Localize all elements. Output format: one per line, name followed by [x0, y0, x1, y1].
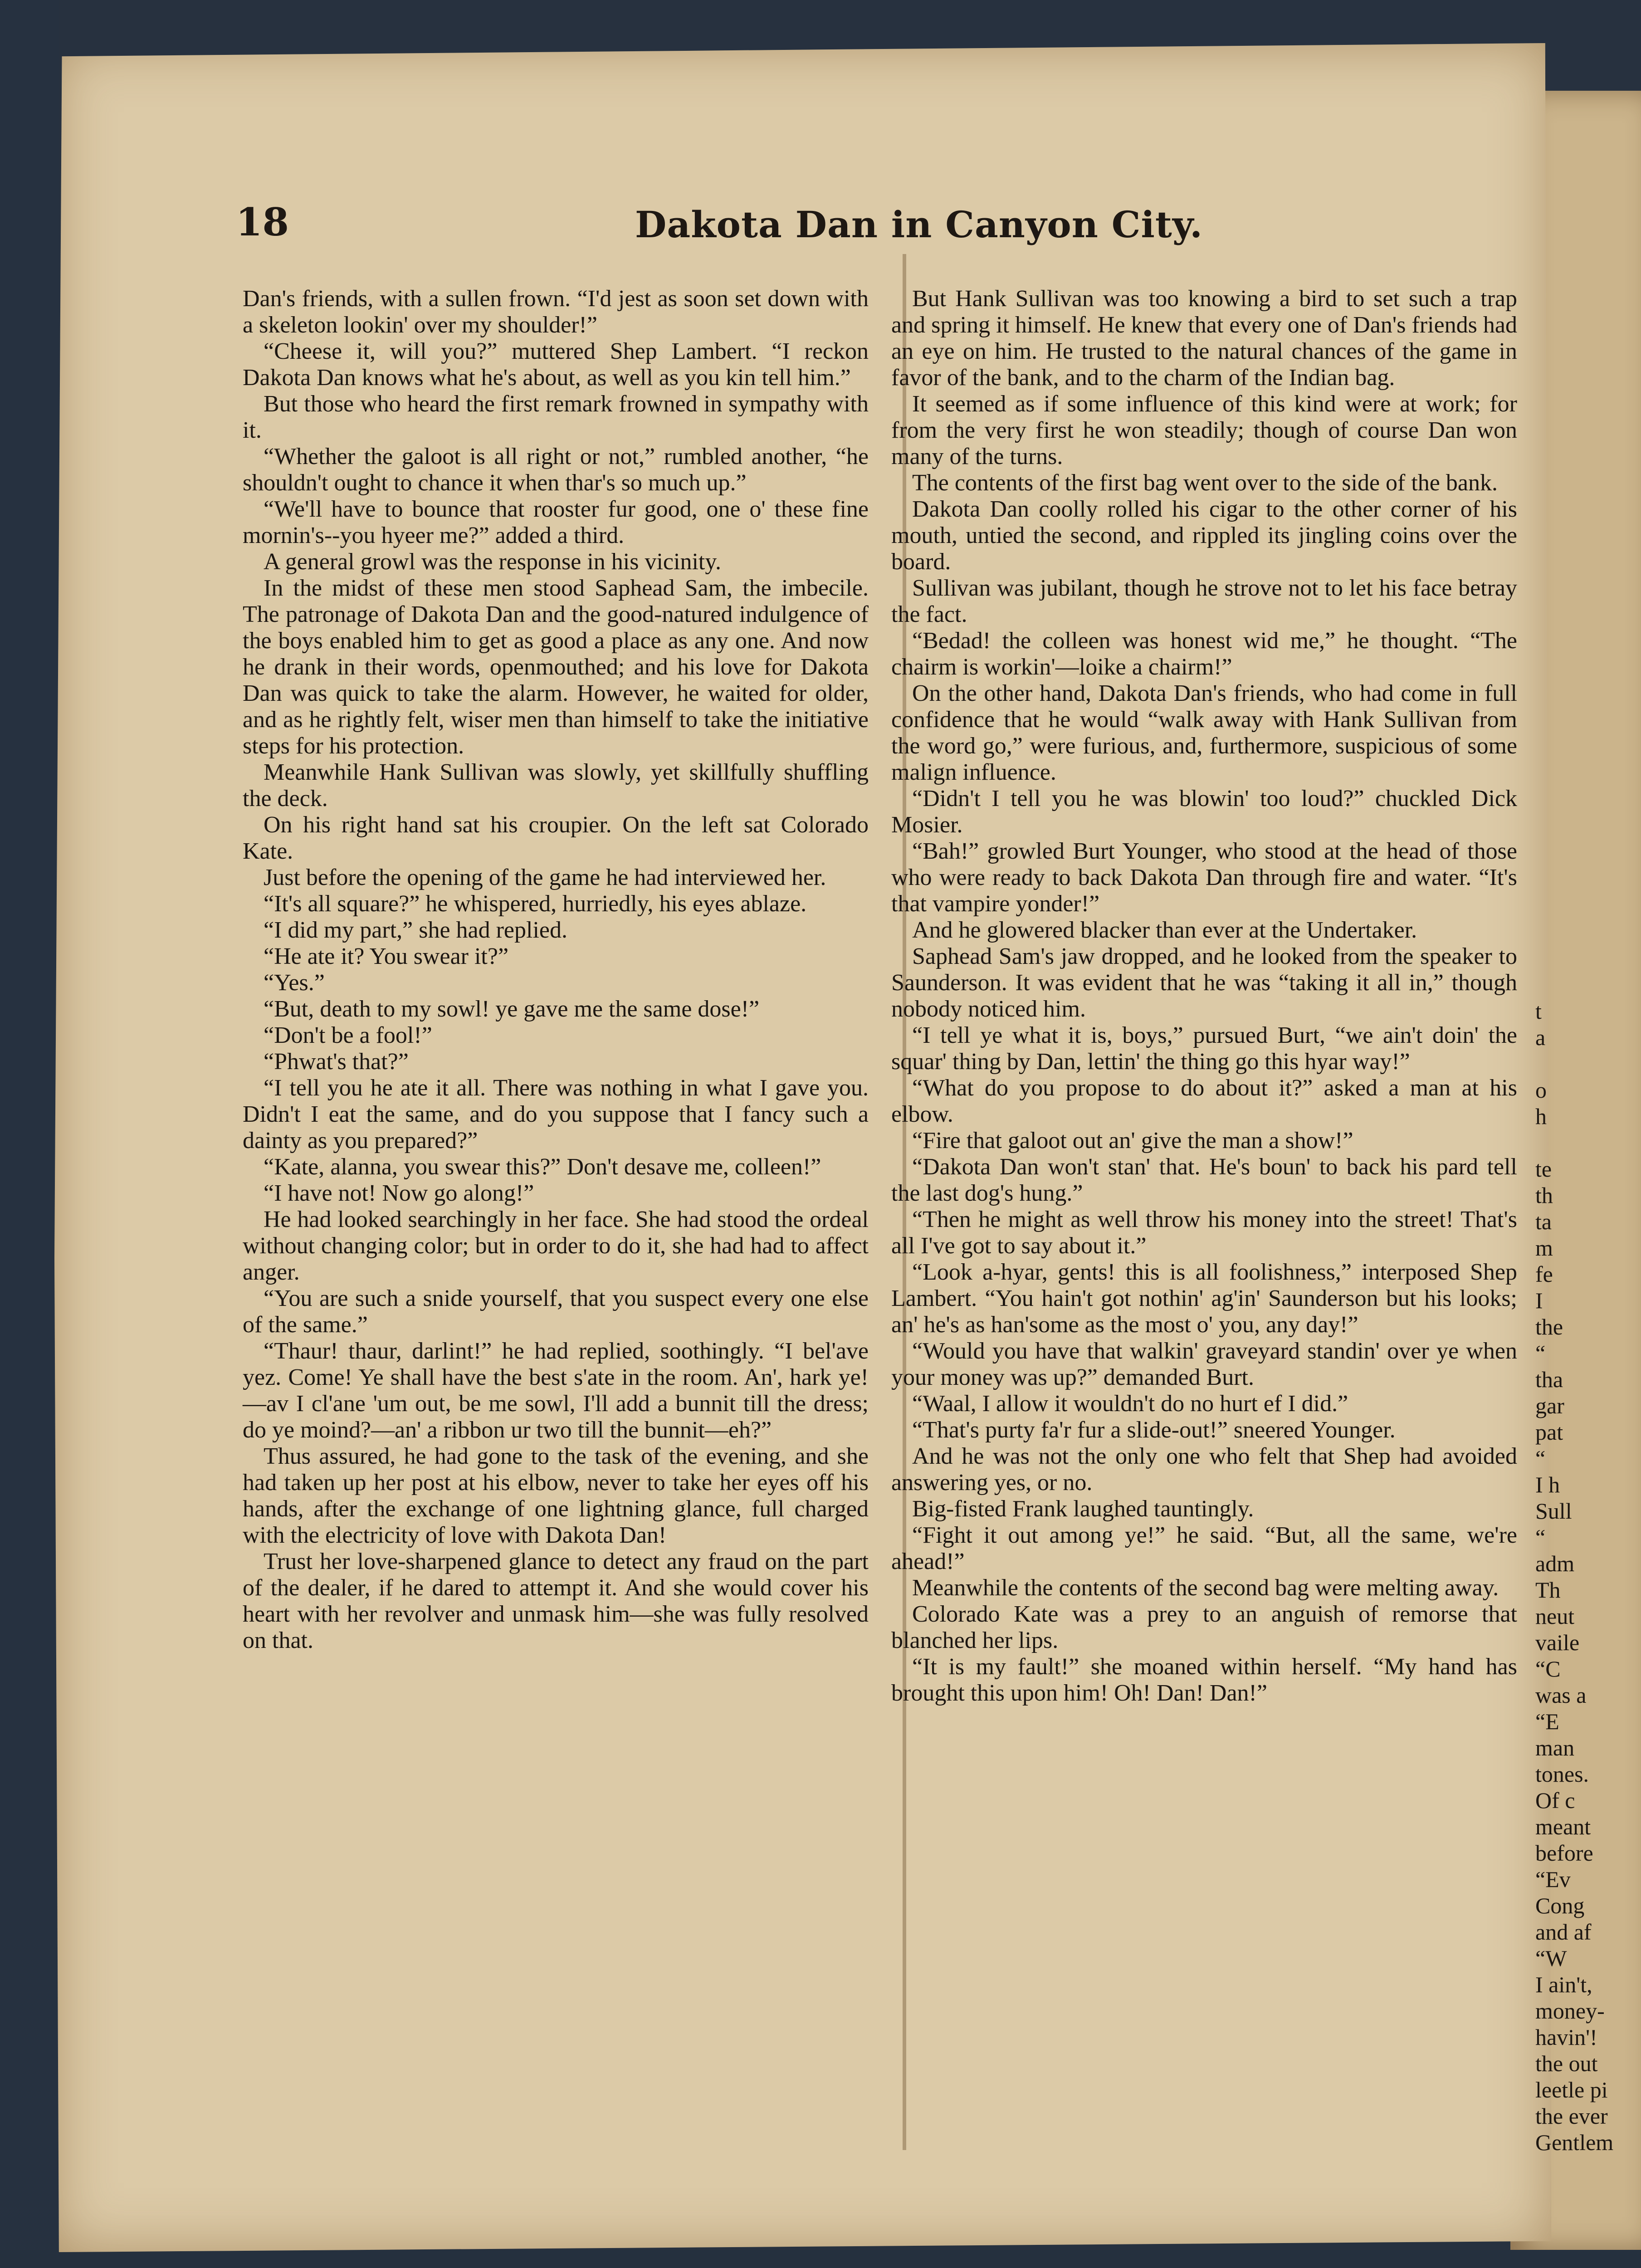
text-fragment: I [1535, 1288, 1543, 1313]
left-text-column [243, 286, 869, 1654]
text-fragment: money- [1535, 1998, 1605, 2024]
paragraph: “Kate, alanna, you swear this?” Don't desave me, colleen!” [264, 1154, 821, 1180]
paragraph: “Yes.” [264, 970, 325, 996]
paragraph: Dan's friends, with a sullen frown. “I'd jest as soon set down with a skeleton lookin' over my shoulder!” [243, 286, 869, 338]
dark-background-bottom [0, 2250, 1641, 2268]
text-fragment: Th [1535, 1577, 1561, 1603]
text-fragment: tones. [1535, 1761, 1589, 1787]
paragraph: Meanwhile Hank Sullivan was slowly, yet skillfully shuffling the deck. [243, 759, 869, 811]
text-fragment: h [1535, 1104, 1547, 1129]
text-fragment: tha [1535, 1367, 1563, 1392]
text-fragment: Of c [1535, 1788, 1575, 1813]
paragraph: “Bedad! the colleen was honest wid me,” he thought. “The chairm is workin'—loike a chairm!” [891, 628, 1517, 680]
paragraph: “Whether the galoot is all right or not,” rumbled another, “he shouldn't ought to chance it when thar's so much up.” [243, 444, 869, 496]
paragraph: Meanwhile the contents of the second bag were melting away. [912, 1575, 1499, 1601]
paragraph: On the other hand, Dakota Dan's friends, who had come in full confidence that he would “walk away with Hank Sullivan from the word go,” were furious, and, furthermore, suspicious of some malign influence. [891, 680, 1517, 785]
text-fragment: gar [1535, 1393, 1564, 1418]
text-fragment: before [1535, 1840, 1593, 1866]
text-fragment: vaile [1535, 1630, 1580, 1655]
text-fragment: adm [1535, 1551, 1575, 1576]
running-title: Dakota Dan in Canyon City. [635, 203, 1203, 246]
text-fragment: “W [1535, 1945, 1567, 1971]
text-fragment: “ [1535, 1525, 1546, 1550]
text-fragment: havin'! [1535, 2024, 1597, 2050]
paragraph: A general growl was the response in his vicinity. [264, 549, 721, 575]
text-fragment: a [1535, 1025, 1546, 1050]
text-fragment: and af [1535, 1919, 1592, 1945]
paragraph: “Waal, I allow it wouldn't do no hurt ef I did.” [912, 1391, 1348, 1417]
text-fragment: the out [1535, 2051, 1598, 2076]
text-fragment: “ [1535, 1340, 1546, 1366]
page-number: 18 [236, 200, 289, 244]
text-fragment: te [1535, 1156, 1552, 1182]
text-fragment: pat [1535, 1419, 1563, 1445]
text-fragment: I ain't, [1535, 1972, 1592, 1997]
paragraph: “We'll have to bounce that rooster fur good, one o' these fine mornin's--you hyeer me?” added a third. [243, 496, 869, 548]
text-fragment: Cong [1535, 1893, 1585, 1918]
paragraph: “Cheese it, will you?” muttered Shep Lambert. “I reckon Dakota Dan knows what he's about, as well as you kin tell him.” [243, 338, 869, 391]
paragraph: But those who heard the first remark frowned in sympathy with it. [243, 391, 869, 443]
paragraph: “He ate it? You swear it?” [264, 943, 509, 969]
paragraph: “Dakota Dan won't stan' that. He's boun' to back his pard tell the last dog's hung.” [891, 1154, 1517, 1206]
text-fragment: o [1535, 1077, 1547, 1103]
next-page-text-fragments [1535, 998, 1641, 2156]
paragraph: “Didn't I tell you he was blowin' too loud?” chuckled Dick Mosier. [891, 786, 1517, 838]
paragraph: Just before the opening of the game he had interviewed her. [264, 865, 826, 890]
paragraph: “I tell you he ate it all. There was nothing in what I gave you. Didn't I eat the same, and do you suppose that I fancy such a dainty as you prepared?” [243, 1075, 869, 1154]
text-fragment: m [1535, 1235, 1553, 1261]
paragraph: “What do you propose to do about it?” asked a man at his elbow. [891, 1075, 1517, 1127]
paragraph: Trust her love-sharpened glance to detect any fraud on the part of the dealer, if he dared to attempt it. And she would cover his heart with her revolver and unmask him—she was fully resolved on that. [243, 1549, 869, 1653]
text-fragment [1535, 1051, 1641, 1077]
paragraph: “I have not! Now go along!” [264, 1180, 534, 1206]
paragraph: The contents of the first bag went over to the side of the bank. [912, 470, 1498, 496]
text-fragment: “Ev [1535, 1867, 1571, 1892]
text-fragment: the ever [1535, 2103, 1608, 2129]
dark-background [0, 0, 59, 2268]
paragraph: Sullivan was jubilant, though he strove not to let his face betray the fact. [891, 575, 1517, 627]
paragraph: “Don't be a fool!” [264, 1022, 432, 1048]
paragraph: “Fire that galoot out an' give the man a show!” [912, 1128, 1353, 1154]
right-text-column [891, 286, 1517, 1706]
paragraph: Dakota Dan coolly rolled his cigar to the other corner of his mouth, untied the second, and rippled its jingling coins over the board. [891, 496, 1517, 575]
paragraph: “Bah!” growled Burt Younger, who stood at the head of those who were ready to back Dakota Dan through fire and water. “It's that vampire yonder!” [891, 838, 1517, 917]
paragraph: And he was not the only one who felt that Shep had avoided answering yes, or no. [891, 1443, 1517, 1496]
paragraph: “I tell ye what it is, boys,” pursued Burt, “we ain't doin' the squar' thing by Dan, lettin' the thing go this hyar way!” [891, 1022, 1517, 1075]
text-fragment: Sull [1535, 1498, 1572, 1524]
paragraph: “I did my part,” she had replied. [264, 917, 567, 943]
text-fragment: was a [1535, 1682, 1587, 1708]
paragraph: “Would you have that walkin' graveyard standin' over ye when your money was up?” demanded Burt. [891, 1338, 1517, 1390]
text-fragment: Gentlem [1535, 2130, 1614, 2155]
text-fragment: meant [1535, 1814, 1591, 1839]
text-fragment: fe [1535, 1261, 1553, 1287]
paragraph: On his right hand sat his croupier. On the left sat Colorado Kate. [243, 812, 869, 864]
paragraph: He had looked searchingly in her face. She had stood the ordeal without changing color; but in order to do it, she had had to affect anger. [243, 1207, 869, 1285]
paragraph: “That's purty fa'r fur a slide-out!” sneered Younger. [912, 1417, 1396, 1443]
paragraph: “Then he might as well throw his money into the street! That's all I've got to say about it.” [891, 1207, 1517, 1259]
text-fragment: ta [1535, 1209, 1552, 1234]
text-fragment [1535, 1129, 1641, 1156]
paragraph: And he glowered blacker than ever at the Undertaker. [912, 917, 1417, 943]
text-fragment: leetle pi [1535, 2077, 1608, 2102]
paragraph: “Look a-hyar, gents! this is all foolishness,” interposed Shep Lambert. “You hain't got nothin' ag'in' Saunderson but his looks; an' he's as han'some as the most o' you, any day!” [891, 1259, 1517, 1338]
paragraph: “It is my fault!” she moaned within herself. “My hand has brought this upon him! Oh! Dan! Dan!” [891, 1654, 1517, 1706]
text-fragment: “C [1535, 1656, 1561, 1681]
paragraph: Colorado Kate was a prey to an anguish of remorse that blanched her lips. [891, 1601, 1517, 1653]
text-fragment: t [1535, 998, 1542, 1024]
paragraph: “Thaur! thaur, darlint!” he had replied, soothingly. “I bel'ave yez. Come! Ye shall have the best s'ate in the room. An', hark ye! —av I cl'ane 'um out, be me sowl, I'll add a bunnit till the dress; do ye moind?—an' a ribbon ur two till the bunnit—eh?” [243, 1338, 869, 1443]
paragraph: Thus assured, he had gone to the task of the evening, and she had taken up her post at his elbow, never to take her eyes off his hands, after the exchange of one lightning glance, full charged with the electricity of love with Dakota Dan! [243, 1443, 869, 1548]
text-fragment: I h [1535, 1472, 1560, 1497]
text-fragment: “E [1535, 1709, 1559, 1734]
paragraph: It seemed as if some influence of this kind were at work; for from the very first he won steadily; though of course Dan won many of the turns. [891, 391, 1517, 469]
text-fragment: the [1535, 1314, 1563, 1339]
paragraph: “It's all square?” he whispered, hurriedly, his eyes ablaze. [264, 891, 807, 917]
paragraph: In the midst of these men stood Saphead Sam, the imbecile. The patronage of Dakota Dan and the good-natured indulgence of the boys enabled him to get as good a place as any one. And now he drank in their words, openmouthed; and his love for Dakota Dan was quick to take the alarm. However, he waited for older, and as he rightly felt, wiser men than himself to take the initiative steps for his protection. [243, 575, 869, 759]
paragraph: Saphead Sam's jaw dropped, and he looked from the speaker to Saunderson. It was evident that he was “taking it all in,” though nobody noticed him. [891, 943, 1517, 1022]
text-fragment: “ [1535, 1446, 1546, 1471]
paragraph: “You are such a snide yourself, that you suspect every one else of the same.” [243, 1286, 869, 1338]
text-fragment: neut [1535, 1603, 1575, 1629]
page-header [236, 200, 1506, 268]
paragraph: “Phwat's that?” [264, 1049, 409, 1075]
paragraph: “But, death to my sowl! ye gave me the same dose!” [264, 996, 760, 1022]
paragraph: But Hank Sullivan was too knowing a bird to set such a trap and spring it himself. He knew that every one of Dan's friends had an eye on him. He trusted to the natural chances of the game in favor of the bank, and to the charm of the Indian bag. [891, 286, 1517, 391]
paragraph: Big-fisted Frank laughed tauntingly. [912, 1496, 1254, 1522]
text-fragment: th [1535, 1183, 1553, 1208]
paragraph: “Fight it out among ye!” he said. “But, all the same, we're ahead!” [891, 1522, 1517, 1574]
text-fragment: man [1535, 1735, 1575, 1760]
